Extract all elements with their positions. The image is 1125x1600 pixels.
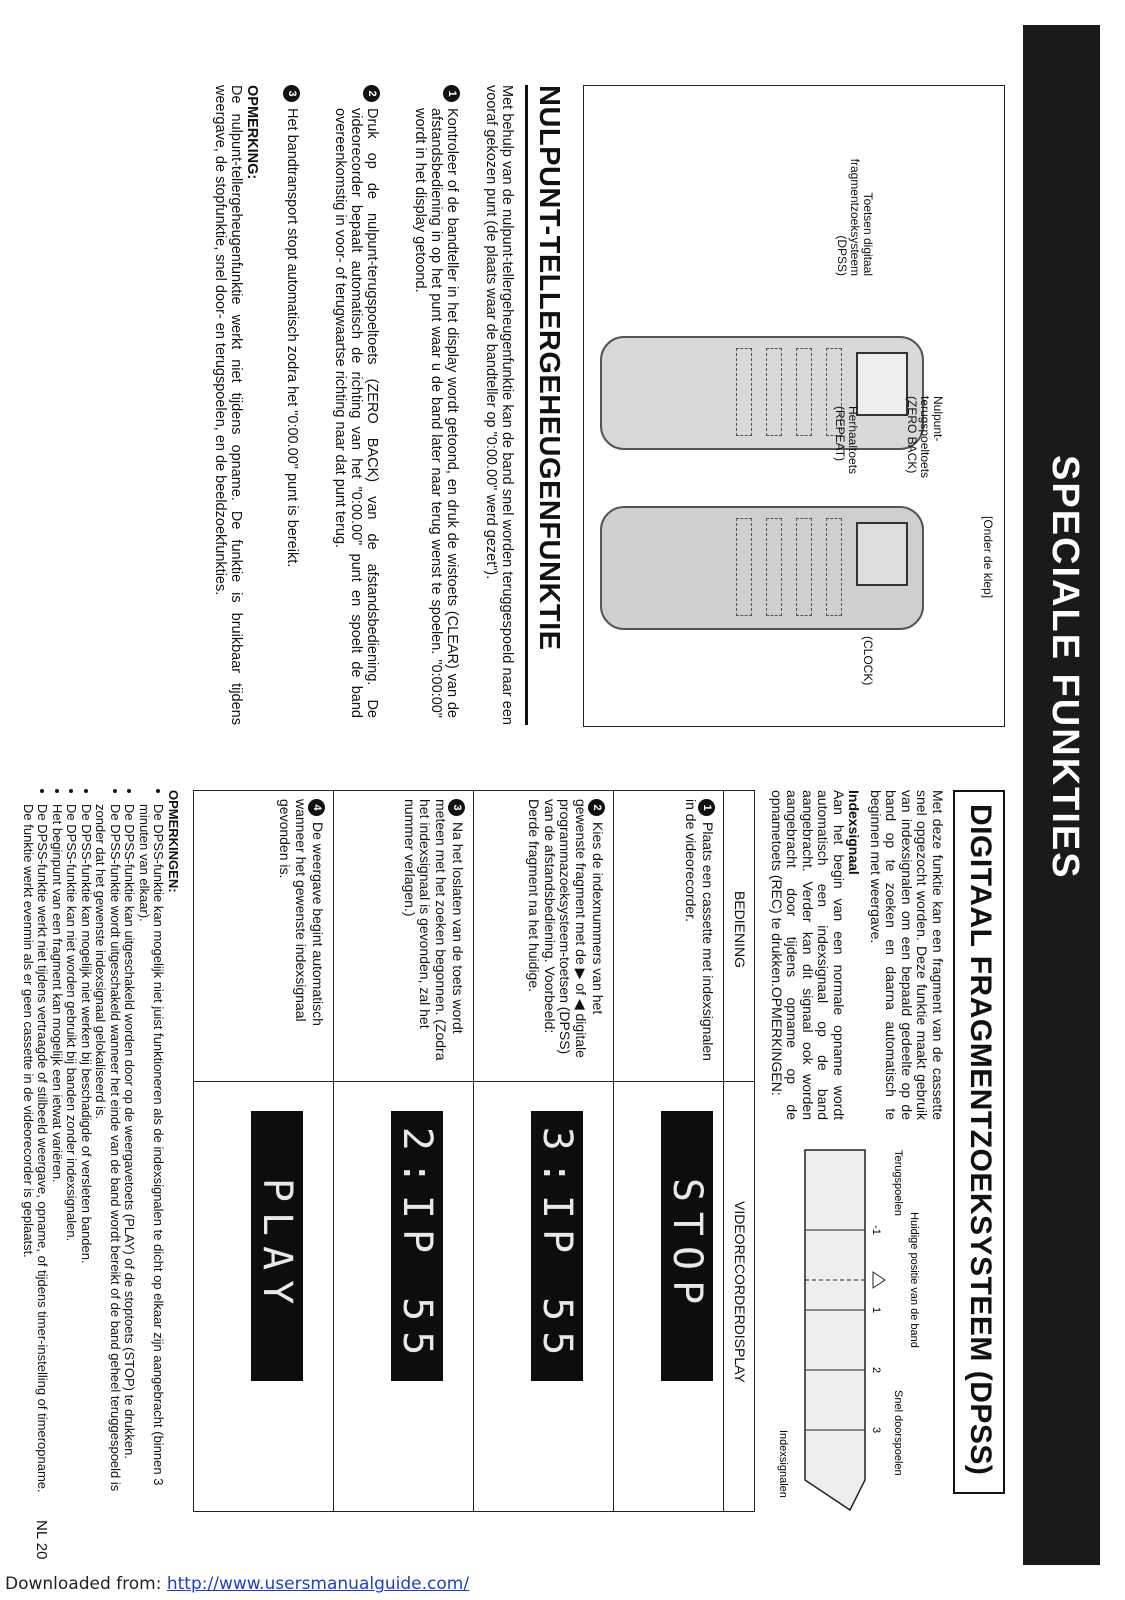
tape-diagram xyxy=(775,1140,925,1520)
header-bar xyxy=(1023,25,1100,1565)
zero-back-note: OPMERKING: De nulpunt-tellergeheugenfunktie werkt niet tijdens opname. De funktie is bruikbaar tijdens weergave, de stopfunktie, snel door- en terugspoelen, en de beeldzoekfunkties. xyxy=(212,85,260,725)
col-operation: BEDIENING xyxy=(732,891,748,969)
page-number: NL 20 xyxy=(33,1520,50,1560)
lcd-display: 2:IP 55 xyxy=(391,1111,443,1381)
tape-label-ff: Snel doorspoelen xyxy=(892,1390,904,1476)
list-item: • De DPSS-funktie werkt niet tijdens vertraagde of stilbeeld weergave, opname, of tijdens timer-instelling of timeropname. De funktie werkt evenmin als er geen cassette in de videorecorder is geplaatst. xyxy=(21,804,50,1510)
dpss-title-box xyxy=(953,790,1005,1494)
tape-label-1: 1 xyxy=(870,1306,882,1314)
zero-back-title: NULPUNT-TELLERGEHEUGENFUNKTIE xyxy=(525,85,565,725)
step-2: 2Druk op de nulpunt-terugspoeltoets (ZERO BACK) van de afstandsbediening. De videorecorder bepaalt automatisch de richting van het "0:00.00" punt en spoelt de band overeenkomstig in voor- of terugwaartse richting naar dat punt terug. xyxy=(332,85,380,725)
table-row: 3Na het loslaten van de toets wordt meteen met het zoeken begonnen. (Zodra het indexsignaal is gevonden, zal het nummer verlagen.) 2:IP 55 xyxy=(333,791,474,1511)
dpss-section xyxy=(5,790,1005,1560)
dpss-notes: OPMERKINGEN: • De DPSS-funktie kan mogelijk niet juist funktioneren als de indexsignalen te dicht op elkaar zijn aangebracht (binnen 3 minuten van elkaar). • De DPSS-funktie kan uitgeschakeld worden door op de weergavetoets (PLAY) of de stoptoets (STOP) te drukken. • De DPSS-funktie wordt uitgeschakeld wanneer het einde van de band wordt bereikt of de band geheel teruggespoeld is zonder dat het gewenste indexsignaal gelokaliseerd is. • De DPSS-funktie kan mogelijk niet werken bij beschadigde of versleten banden. • De DPSS-funktie kan niet worden gebruikt bij banden zonder indexsignalen. • Het beginpunt van een fragment kan mogelijk een ietwat variëren. • De DPSS-funktie werkt niet tijdens vertraagde of stilbeeld weergave, opname, of tijdens timer-instelling of timeropname. De funktie werkt evenmin als er geen cassette in de videorecorder is geplaatst. xyxy=(21,790,181,1510)
label-zero-back: Nulpunt-terugspoeltoets (ZERO BACK) xyxy=(905,396,945,479)
table-row: 4De weergave begint automatisch wanneer het gewenste indexsignaal gevonden is. PLAY xyxy=(193,791,334,1511)
label-flap: [Onder de klep] xyxy=(981,516,995,599)
list-item: • De DPSS-funktie kan niet worden gebruikt bij banden zonder indexsignalen. xyxy=(64,804,79,1510)
remote-figure xyxy=(583,85,1005,727)
zero-back-section xyxy=(5,85,1005,745)
step-3: 3Het bandtransport stopt automatisch zodra het "0:00.00" punt is bereikt. xyxy=(283,85,300,725)
tape-label-rewind: Terugspoelen xyxy=(892,1150,904,1217)
tape-label-current: Huidige positie van de band xyxy=(908,1212,920,1348)
label-dpss: Toetsen digitaal fragmentzoeksysteem (DPSS) xyxy=(835,158,875,276)
step-2-number: 2 xyxy=(363,85,380,102)
list-item: • De DPSS-funktie kan mogelijk niet juist funktioneren als de indexsignalen te dicht op elkaar zijn aangebracht (binnen 3 minuten van elkaar). xyxy=(137,804,166,1510)
remote-screen xyxy=(856,352,908,416)
step-3-number: 3 xyxy=(283,85,300,102)
list-item: • De DPSS-funktie wordt uitgeschakeld wanneer het einde van de band wordt bereikt of de band geheel teruggespoeld is zonder dat het gewenste indexsignaal gelokaliseerd is. xyxy=(93,804,122,1510)
label-repeat: Herhaaltoets (REPEAT) xyxy=(833,406,860,475)
table-row: 1Plaats een cassette met indexsignalen in de videorecorder. STOP xyxy=(613,791,724,1511)
lcd-display: STOP xyxy=(661,1111,713,1381)
dpss-title: DIGITAAL FRAGMENTZOEKSYSTEEM (DPSS) xyxy=(964,804,997,1476)
tape-label-3: 3 xyxy=(870,1426,882,1434)
tape-label-index: Indexsignalen xyxy=(777,1430,789,1498)
lcd-display: 3:IP 55 xyxy=(531,1111,583,1381)
col-display: VIDEORECORDERDISPLAY xyxy=(732,1201,748,1383)
dpss-table xyxy=(193,790,755,1512)
lcd-display: PLAY xyxy=(251,1111,303,1381)
list-item: • Het beginpunt van een fragment kan mogelijk een ietwat variëren. xyxy=(50,804,65,1510)
download-footer: Downloaded from: http://www.usersmanualguide.com/ xyxy=(5,1574,470,1594)
tape-label-minus1: -1 xyxy=(870,1225,882,1235)
step-1: 1Kontroleer of de bandteller in het display wordt getoond, en druk de wistoets (CLEAR) van de afstandsbediening in op het punt waar u de band later naar terug wenst te spoelen. "0:00:00" wordt in het display getoond. xyxy=(412,85,460,725)
page-title: SPECIALE FUNKTIES xyxy=(1044,455,1086,880)
tape-label-2: 2 xyxy=(870,1366,882,1374)
label-clock: (CLOCK) xyxy=(861,636,875,686)
download-link[interactable]: http://www.usersmanualguide.com/ xyxy=(166,1574,470,1594)
list-item: • De DPSS-funktie kan uitgeschakeld worden door op de weergavetoets (PLAY) of de stoptoets (STOP) te drukken. xyxy=(122,804,137,1510)
remote-open-flap-image xyxy=(600,506,924,630)
zero-back-intro: Met behulp van de nulpunt-tellergeheugenfunktie kan de band snel worden teruggespoeld naar een vooraf gekozen punt (de plaats waar de bandteller op "0:00.00" werd gezet"). xyxy=(483,85,515,725)
step-1-number: 1 xyxy=(443,85,460,102)
remote-control-image xyxy=(600,336,924,450)
list-item: • De DPSS-funktie kan mogelijk niet werken bij beschadigde of versleten banden. xyxy=(79,804,94,1510)
table-row: 2Kies de indexnummers van het gewenste fragment met de ▶ of ◀ digitale programmazoeksysteem-toetsen (DPSS) van de afstandsbediening. Voorbeeld: Derde fragment na het huidige. 3:IP 55 xyxy=(473,791,614,1511)
dpss-intro: Met deze funktie kan een fragment van de cassette snel opgezocht worden. Deze funktie maakt gebruik van indexsignalen om een bepaald gedeelte op de band op te zoeken en daarna automatisch te beginnen met weergave. Indexsignaal Aan het begin van een normale opname wordt automatisch een indexsignaal op de band aangebracht. Verder kan dit signaal ook worden aangebracht door tijdens opname op de opnametoets (REC) te drukken.OPMERKINGEN: xyxy=(769,790,946,1120)
